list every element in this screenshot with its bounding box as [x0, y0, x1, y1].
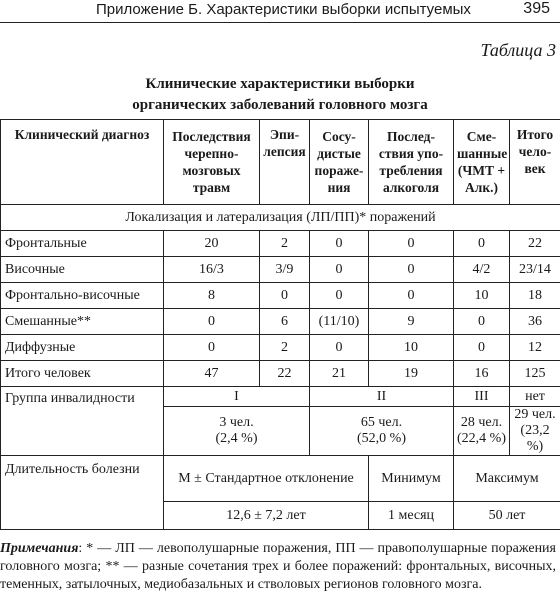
table-cell: 3/9: [260, 257, 310, 283]
table-cell: 2: [260, 231, 310, 257]
table-cell: 0: [310, 335, 369, 361]
table-cell: 20: [164, 231, 260, 257]
column-header: Послед-ствия упо-требления алкоголя: [369, 120, 454, 205]
table-cell: (11/10): [310, 309, 369, 335]
table-cell: 18: [510, 283, 560, 309]
clinical-table: [0, 119, 560, 530]
disability-label: Группа инвалидности: [1, 387, 164, 456]
duration-value: 1 месяц: [369, 502, 454, 530]
table-cell: 47: [164, 361, 260, 387]
table-cell: 22: [510, 231, 560, 257]
table-row: [1, 257, 560, 283]
table-cell: 19: [369, 361, 454, 387]
row-label: Диффузные: [1, 335, 164, 361]
row-label: Фронтально-височные: [1, 283, 164, 309]
diagnosis-rows: [1, 231, 560, 387]
count-percent: (2,4 %): [215, 431, 258, 446]
table-caption: [0, 74, 560, 116]
table-cell: 6: [260, 309, 310, 335]
table-cell: 0: [454, 309, 510, 335]
table-cell: 10: [454, 283, 510, 309]
running-title: Приложение Б. Характеристики выборки испытуемых: [96, 1, 471, 18]
disability-count: [454, 407, 510, 456]
column-header: Сосу-дистые пораже-ния: [310, 120, 369, 205]
table-row: [1, 231, 560, 257]
table-cell: 4/2: [454, 257, 510, 283]
table-cell: 12: [510, 335, 560, 361]
row-label: Смешанные**: [1, 309, 164, 335]
column-header: Последствия черепно-мозговых травм: [164, 120, 260, 205]
count-people: 29 чел.: [514, 407, 556, 422]
table-cell: 9: [369, 309, 454, 335]
disability-count: [510, 407, 560, 456]
table-cell: 8: [164, 283, 260, 309]
column-header: Эпи-лепсия: [260, 120, 310, 205]
table-cell: 16/3: [164, 257, 260, 283]
table-cell: 0: [164, 309, 260, 335]
row-label: Фронтальные: [1, 231, 164, 257]
table-row: [1, 309, 560, 335]
disability-count: [310, 407, 454, 456]
duration-value: 12,6 ± 7,2 лет: [164, 502, 369, 530]
notes-text: : * — ЛП — левополушарные поражения, ПП — правополушарные поражения головного мозга; ** — разные сочетания трех и более поражений: фронтальных, височных, теменных, затылочных, медиобазальных и стволовых регионов головного мозга.: [0, 541, 556, 592]
running-head: [0, 0, 560, 23]
table-cell: 22: [260, 361, 310, 387]
duration-label: Длительность болезни: [1, 456, 164, 530]
disability-group: нет: [510, 387, 560, 407]
duration-header: Минимум: [369, 456, 454, 502]
column-header: Клинический диагноз: [1, 120, 164, 205]
count-percent: (52,0 %): [357, 431, 406, 446]
table-cell: 0: [164, 335, 260, 361]
count-percent: (23,2 %): [520, 423, 550, 454]
duration-header: Максимум: [454, 456, 560, 502]
page-number: 395: [523, 0, 550, 17]
caption-line-1: Клинические характеристики выборки: [145, 76, 415, 92]
duration-headers-row: [1, 456, 560, 502]
disability-group: III: [454, 387, 510, 407]
disability-groups-row: [1, 387, 560, 407]
table-cell: 0: [260, 283, 310, 309]
table-cell: 10: [369, 335, 454, 361]
row-label: Итого человек: [1, 361, 164, 387]
table-row: [1, 361, 560, 387]
row-label: Височные: [1, 257, 164, 283]
table-cell: 0: [454, 335, 510, 361]
disability-group: I: [164, 387, 310, 407]
duration-value: 50 лет: [454, 502, 560, 530]
table-cell: 0: [310, 231, 369, 257]
table-cell: 0: [310, 283, 369, 309]
column-header: Итого чело-век: [510, 120, 560, 205]
disability-group: II: [310, 387, 454, 407]
count-percent: (22,4 %): [457, 431, 506, 446]
count-people: 65 чел.: [360, 415, 403, 430]
table-cell: 21: [310, 361, 369, 387]
count-people: 28 чел.: [460, 415, 503, 430]
table-cell: 0: [369, 231, 454, 257]
table-cell: 0: [369, 283, 454, 309]
table-cell: 0: [310, 257, 369, 283]
table-cell: 0: [454, 231, 510, 257]
table-label: Таблица 3: [480, 40, 556, 60]
count-people: 3 чел.: [219, 415, 254, 430]
duration-header: М ± Стандартное отклонение: [164, 456, 369, 502]
table-cell: 23/14: [510, 257, 560, 283]
table-cell: 16: [454, 361, 510, 387]
table-header-row: [1, 120, 560, 205]
notes-label: Примечания: [0, 541, 79, 556]
table-row: [1, 283, 560, 309]
table-cell: 2: [260, 335, 310, 361]
table-notes: [0, 540, 556, 594]
disability-count: [164, 407, 310, 456]
column-header: Сме-шанные (ЧМТ + Алк.): [454, 120, 510, 205]
caption-line-2: органических заболеваний головного мозга: [132, 97, 428, 113]
section-title-row: [1, 205, 560, 231]
section-title: Локализация и латерализация (ЛП/ПП)* поражений: [1, 205, 560, 231]
table-cell: 125: [510, 361, 560, 387]
table-cell: 0: [369, 257, 454, 283]
table-cell: 36: [510, 309, 560, 335]
table-row: [1, 335, 560, 361]
